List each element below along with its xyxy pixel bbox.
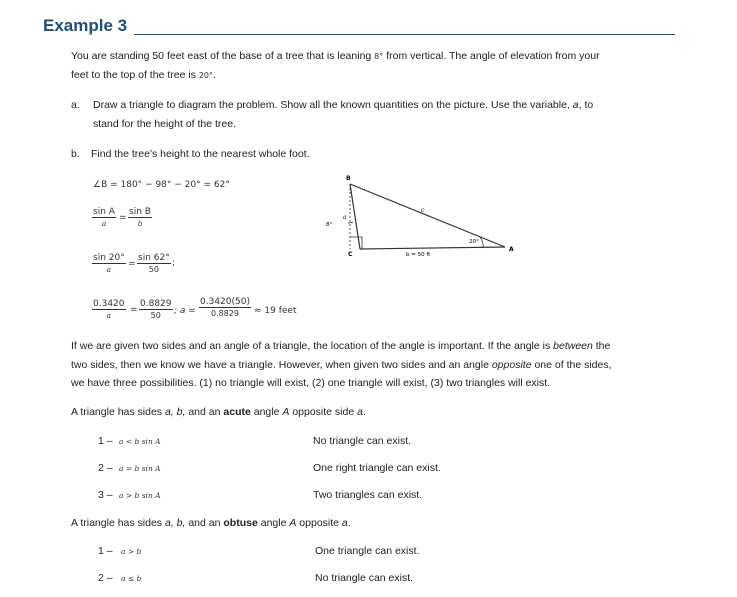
label-b: b = 50 ft	[406, 252, 431, 258]
intro-line-2: feet to the top of the tree is 20°.	[71, 69, 216, 81]
sub-fraction-2: $\frac{\sin 62^\circ}{50}$	[138, 253, 170, 274]
label-C: C	[348, 251, 353, 258]
part-a-line-1: Draw a triangle to diagram the problem. Show all the known quantities on the picture. Use the variable, a, to	[93, 99, 594, 111]
obtuse-case-2-result: No triangle can exist.	[315, 572, 414, 584]
label-c: c	[421, 207, 425, 214]
result-approx: ≈ 19 feet	[254, 306, 297, 316]
acute-case-1-num: 1 –	[98, 435, 113, 447]
hypotenuse-c	[350, 184, 505, 247]
obtuse-case-2-cond: a ≤ b	[121, 574, 142, 583]
part-a-line-2: stand for the height of the tree.	[93, 118, 237, 130]
result-fraction: $\frac{0.3420(50)}{0.8829}$	[200, 297, 250, 318]
angle-equation: ∠B = 180° − 98° − 20° = 62°	[93, 180, 230, 190]
acute-intro: A triangle has sides a, b, and an acute angle A opposite side a.	[71, 406, 366, 418]
obtuse-intro: A triangle has sides a, b, and an obtuse angle A opposite a.	[71, 517, 351, 529]
part-a-var: a	[572, 99, 579, 111]
law-fraction-1: sin A a	[93, 207, 115, 228]
side-c-left	[350, 184, 360, 249]
obtuse-case-1-cond: a > b	[121, 547, 142, 556]
elevation-angle: 20°	[198, 71, 214, 80]
label-a: a	[343, 214, 347, 221]
page-title: Example 3	[43, 16, 128, 35]
acute-case-3-cond: a > b sin A	[119, 491, 161, 500]
triangle-diagram	[300, 168, 530, 263]
label-A: A	[509, 246, 514, 253]
acute-case-2-num: 2 –	[98, 462, 113, 474]
part-a-label: a.	[71, 99, 80, 111]
acute-case-3-num: 3 –	[98, 489, 113, 501]
acute-case-3-result: Two triangles can exist.	[313, 489, 423, 501]
label-20deg: 20°	[469, 239, 479, 245]
part-b-label: b.	[71, 148, 80, 160]
obtuse-case-1-result: One triangle can exist.	[315, 545, 420, 557]
title-rule	[134, 34, 675, 35]
acute-case-2-result: One right triangle can exist.	[313, 462, 441, 474]
sub-fraction-1: sin 20° a	[93, 253, 125, 274]
intro-line-1	[71, 50, 600, 62]
cases-line-2: two sides, then we know we have a triangle. However, when given two sides and an angle opposite one of the sides,	[71, 359, 612, 371]
intro-text-2: from vertical. The angle of elevation from your	[386, 50, 600, 62]
part-b-text: Find the tree's height to the nearest whole foot.	[91, 148, 310, 160]
obtuse-case-2-num: 2 –	[98, 572, 113, 584]
law-fraction-2: sin B b	[129, 207, 151, 228]
num-fraction-1: 0.3420 a	[93, 299, 125, 320]
num-fraction-2: $\frac{0.8829}{50}$	[140, 299, 172, 320]
angle-20-arc	[480, 237, 483, 248]
cases-line-3: we have three possibilities. (1) no triangle will exist, (2) one triangle will exist, (3) two triangles will exist.	[71, 377, 551, 389]
acute-case-2-cond: a = b sin A	[119, 464, 161, 473]
acute-case-1-cond: a < b sin A	[119, 437, 161, 446]
lean-angle: 8°	[374, 52, 384, 61]
angle-8-arc	[348, 222, 353, 223]
cases-line-1: If we are given two sides and an angle of a triangle, the location of the angle is important. If the angle is between the	[71, 340, 611, 352]
label-8deg: 8°	[326, 222, 333, 228]
label-B: B	[346, 175, 351, 182]
intro-text-1: You are standing 50 feet east of the base of a tree that is leaning	[71, 50, 372, 62]
acute-case-1-result: No triangle can exist.	[313, 435, 412, 447]
intro-text-3: feet to the top of the tree is	[71, 69, 196, 81]
obtuse-case-1-num: 1 –	[98, 545, 113, 557]
